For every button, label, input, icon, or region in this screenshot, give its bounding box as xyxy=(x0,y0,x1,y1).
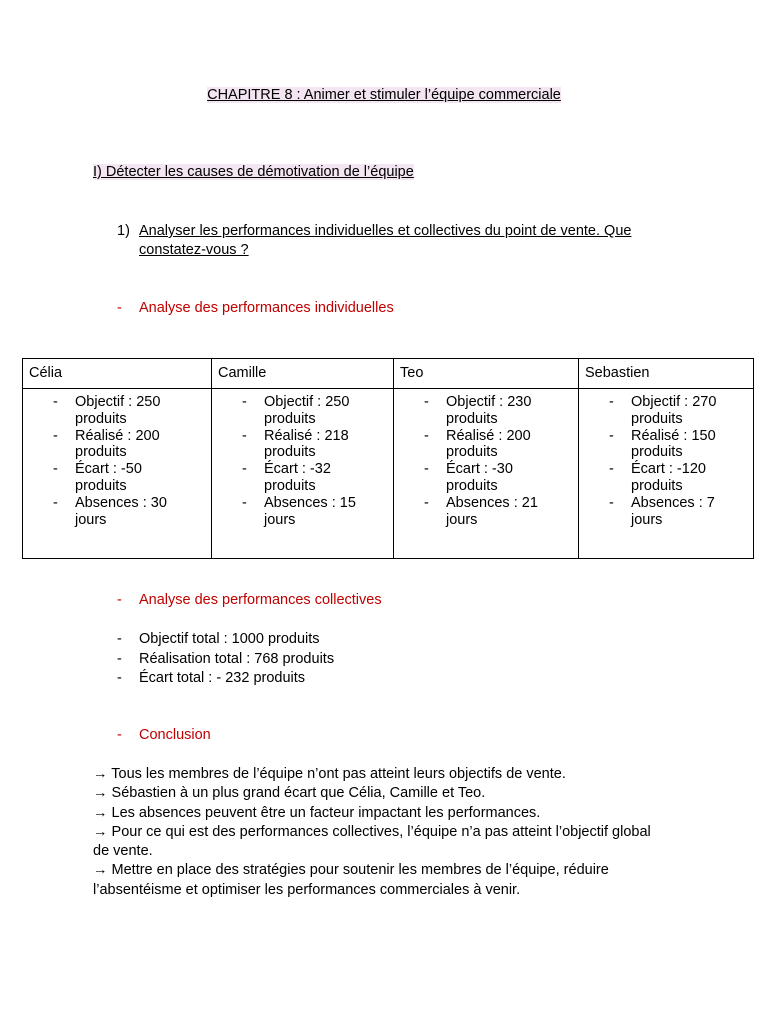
header-sebastien: Sebastien xyxy=(579,359,754,389)
list-item: - Réalisation total : 768 produits xyxy=(117,650,334,670)
list-item: - Objectif : 250 produits xyxy=(212,394,374,428)
list-item: - Objectif : 230 produits xyxy=(394,394,556,428)
list-item: - Objectif : 270 produits xyxy=(579,394,741,428)
cell-teo xyxy=(394,389,579,559)
collective-list xyxy=(117,630,334,689)
dash-marker: - xyxy=(117,592,122,608)
page-title-text: CHAPITRE 8 : Animer et stimuler l’équipe commerciale xyxy=(207,87,561,103)
header-teo: Teo xyxy=(394,359,579,389)
performance-table xyxy=(22,358,754,559)
cell-sebastien xyxy=(579,389,754,559)
list-item: - Écart : -30 produits xyxy=(394,461,556,495)
list-item: - Réalisé : 200 produits xyxy=(394,428,556,462)
list-item: - Réalisé : 200 produits xyxy=(23,428,185,462)
dash-marker: - xyxy=(117,631,122,647)
list-item: - Réalisé : 150 produits xyxy=(579,428,741,462)
conclusion-line: → Pour ce qui est des performances collectives, l’équipe n’a pas atteint l’objectif global de vente. xyxy=(93,823,651,860)
conclusion-line: → Tous les membres de l’équipe n’ont pas atteint leurs objectifs de vente. xyxy=(93,766,566,782)
section-heading xyxy=(93,164,414,180)
conclusion-line: → Les absences peuvent être un facteur impactant les performances. xyxy=(93,804,541,821)
question-number: 1) xyxy=(117,223,130,239)
list-item: - Écart : -50 produits xyxy=(23,461,185,495)
list-item: - Écart total : - 232 produits xyxy=(117,669,334,689)
dash-marker: - xyxy=(117,650,122,667)
list-item: - Absences : 30 jours xyxy=(23,495,185,529)
cell-camille xyxy=(212,389,394,559)
page-title xyxy=(0,87,768,103)
conclusion-text xyxy=(93,765,663,900)
header-celia: Célia xyxy=(23,359,212,389)
list-item: - Absences : 15 jours xyxy=(212,495,374,529)
conclusion-line: → Sébastien à un plus grand écart que Célia, Camille et Teo. xyxy=(93,785,486,802)
section-heading-text: I) Détecter les causes de démotivation de l’équipe xyxy=(93,164,414,180)
list-item: - Écart : -32 produits xyxy=(212,461,374,495)
table-row xyxy=(23,389,754,559)
question xyxy=(117,222,697,260)
list-item: - Absences : 7 jours xyxy=(579,495,741,529)
conclusion-line: → Mettre en place des stratégies pour soutenir les membres de l’équipe, réduire l’absentéisme et optimiser les performances commerciales à venir. xyxy=(93,862,609,898)
individual-heading-text: Analyse des performances individuelles xyxy=(139,300,394,316)
conclusion-heading xyxy=(117,727,211,743)
dash-marker: - xyxy=(117,727,122,743)
list-item: - Écart : -120 produits xyxy=(579,461,741,495)
list-item: - Réalisé : 218 produits xyxy=(212,428,374,462)
individual-heading xyxy=(117,300,394,316)
table-header-row xyxy=(23,359,754,389)
cell-celia xyxy=(23,389,212,559)
header-camille: Camille xyxy=(212,359,394,389)
collective-heading xyxy=(117,592,382,608)
conclusion-heading-text: Conclusion xyxy=(139,727,211,743)
list-item: - Absences : 21 jours xyxy=(394,495,556,529)
collective-heading-text: Analyse des performances collectives xyxy=(139,592,382,608)
list-item: - Objectif total : 1000 produits xyxy=(117,630,334,650)
list-item: - Objectif : 250 produits xyxy=(23,394,185,428)
dash-marker: - xyxy=(117,670,122,686)
question-text: Analyser les performances individuelles et collectives du point de vente. Que constatez-vous ? xyxy=(139,223,632,258)
dash-marker: - xyxy=(117,300,122,316)
